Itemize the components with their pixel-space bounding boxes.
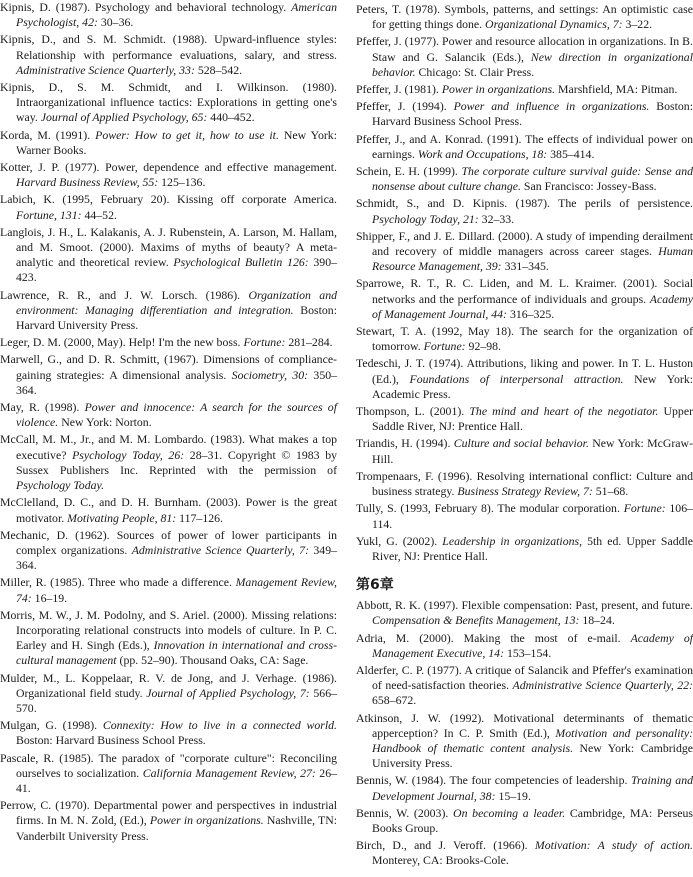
reference-entry [356,773,693,803]
reference-italic-text: Harvard Business Review, 55: [16,175,159,190]
section-heading: 第6章 [356,577,394,594]
reference-entry [356,356,693,402]
reference-text: Pfeffer, J. (1981). [356,82,442,97]
reference-text: Pfeffer, J., and A. Konrad. (1991). The effects of individual power on earnings. [356,131,693,161]
section-references [356,598,693,868]
reference-italic-text: Journal of Applied Psychology, 65: [40,110,208,125]
reference-italic-text: Motivating People, 81: [67,510,177,525]
reference-italic-text: Culture and social behavior. [453,436,589,451]
reference-text: 30–36. [97,15,134,30]
reference-italic-text: Training and Development Journal, 38: [372,773,693,803]
reference-text: 117–126. [176,510,223,525]
reference-text: Lawrence, R. R., and J. W. Lorsch. (1986). [0,287,249,302]
reference-text: Peters, T. (1978). Symbols, patterns, and settings: An optimistic case for getting things done. [356,2,693,32]
reference-text: Kipnis, D. (1987). Psychology and behavioral technology. [0,0,292,14]
reference-text: 316–325. [507,306,555,321]
reference-text: Abbott, R. K. (1997). Flexible compensation: Past, present, and future. [356,598,693,613]
reference-text: Miller, R. (1985). Three who made a difference. [0,575,236,590]
reference-text: Nashville, TN: Vanderbilt University Press. [16,813,338,843]
reference-text: Pfeffer, J. (1977). Power and resource allocation in organizations. In B. Staw and G. Salancik (Eds.), [356,34,693,64]
reference-italic-text: Academy of Management Journal, 44: [372,291,693,321]
reference-text: 125–136. [158,175,206,190]
reference-text: Boston: Harvard University Press. [16,302,337,333]
reference-italic-text: Fortune, 131: [16,207,82,222]
right-column [356,2,693,871]
reference-entry [356,132,693,162]
reference-text: Pascale, R. (1985). The paradox of "corporate culture": Reconciling ourselves to socialization. [0,750,337,780]
reference-text: Birch, D., and J. Veroff. (1966). [356,838,535,853]
reference-text: Upper Saddle River, NJ: Prentice Hall. [372,404,693,434]
reference-text: Perrow, C. (1970). Departmental power and perspectives in industrial firms. In M. N. Zold, (Ed.), [0,798,337,828]
reference-text: Schmidt, S., and D. Kipnis. (1987). The perils of persistence. [356,196,693,211]
reference-text: Marwell, G., and D. R. Schmitt, (1967). Dimensions of compliance-gaining strategies: A dimensional analysis. [0,352,337,382]
reference-entry [0,400,337,430]
reference-text: 32–33. [478,211,515,226]
reference-italic-text: Psychological Bulletin 126: [173,255,309,270]
reference-entry [356,34,693,80]
reference-entry [0,80,337,126]
reference-text: New York: McGraw-Hill. [372,436,693,466]
reference-text: Schein, E. H. (1999). [356,164,462,179]
reference-italic-text: Power and influence in organizations. [453,99,650,114]
reference-entry [0,671,337,717]
reference-italic-text: Power in organizations. [149,813,264,828]
reference-italic-text: Administrative Science Quarterly, 33: [16,62,195,77]
reference-text: Stewart, T. A. (1992, May 18). The search for the organization of tomorrow. [356,324,693,354]
reference-italic-text: Fortune: [423,339,466,354]
reference-italic-text: New direction in organizational behavior. [372,49,693,79]
reference-italic-text: Psychology Today, 21: [372,211,479,226]
reference-entry [356,534,693,564]
reference-entry [356,82,693,97]
reference-text: 281–284. [285,335,333,350]
reference-entry [0,288,337,334]
reference-entry [356,663,693,709]
reference-text: 350–364. [16,367,338,397]
reference-entry [0,798,337,844]
reference-italic-text: Work and Occupations, 18: [417,146,548,161]
reference-italic-text: California Management Review, 27: [142,765,316,780]
reference-entry [0,335,337,350]
reference-text: (pp. 52–90). Thousand Oaks, CA: Sage. [116,653,309,668]
reference-entry [356,806,693,836]
reference-italic-text: Organizational Dynamics, 7: [485,17,623,32]
reference-text: Bennis, W. (2003). [356,805,454,820]
reference-text: Mechanic, D. (1962). Sources of power of lower participants in complex organizations. [0,527,337,557]
reference-text: 331–345. [501,259,549,274]
reference-text: Kipnis, D., S. M. Schmidt, and I. Wilkinson. (1980). Intraorganizational influence tactics: Explorations in getting one's way. [0,80,337,125]
reference-italic-text: Compensation & Benefits Management, 13: [372,613,580,628]
reference-entry [0,528,337,574]
reference-text: Leger, D. M. (2000, May). Help! I'm the new boss. [0,335,244,350]
reference-text: Boston: Harvard Business School Press. [16,733,206,748]
reference-entry [0,608,337,669]
reference-text: Morris, M. W., J. M. Podolny, and S. Ariel. (2000). Missing relations: Incorporating relational constructs into models of culture. In P. C. Earley and H. Singh (Eds.), [0,607,337,653]
reference-entry [0,432,337,493]
reference-text: Monterey, CA: Brooks-Cole. [372,853,509,868]
reference-italic-text: Administrative Science Quarterly, 22: [512,678,693,693]
reference-italic-text: Motivation: A study of action. [534,838,693,853]
reference-italic-text: Foundations of interpersonal attraction. [409,371,624,386]
reference-text: 349–364. [16,542,338,573]
reference-text: 44–52. [81,207,117,222]
reference-entry [356,276,693,322]
reference-text: Kotter, J. P. (1977). Power, dependence and effective management. [0,160,337,175]
reference-text: 15–19. [495,788,531,803]
reference-italic-text: Motivation and personality: Handbook of thematic content analysis. [372,725,693,755]
reference-text: May, R. (1998). [0,400,85,415]
reference-text: New York: Warner Books. [16,127,337,157]
reference-italic-text: Leadership in organizations, [442,533,583,548]
reference-italic-text: Psychology Today, 26: [72,447,185,462]
reference-italic-text: Management Review, 74: [16,575,337,605]
reference-entry [356,99,693,129]
left-column [0,0,337,846]
reference-text: Shipper, F., and J. E. Dillard. (2000). A study of impending derailment and recovery of middle managers across career stages. [356,228,693,259]
reference-italic-text: The mind and heart of the negotiator. [469,404,659,419]
reference-italic-text: The corporate culture survival guide: Sense and nonsense about culture change. [372,164,693,194]
reference-text: Alderfer, C. P. (1977). A critique of Salancik and Pfeffer's examination of need-satisfaction theories. [356,662,693,693]
reference-text: Langlois, J. H., L. Kalakanis, A. J. Rubenstein, A. Larson, M. Hallam, and M. Smoot. (2000). Maxims of myths of beauty? A meta-analytic and theoretical review. [0,224,337,270]
reference-entry [0,0,337,30]
reference-text: New York: Cambridge University Press. [372,740,693,771]
reference-entry [356,838,693,868]
reference-entry [356,196,693,226]
reference-italic-text: American Psychologist, 42: [16,0,337,30]
reference-text: Tedeschi, J. T. (1974). Attributions, liking and power. In T. L. Huston (Ed.), [356,356,693,386]
reference-text: Mulder, M., L. Koppelaar, R. V. de Jong, and J. Verhage. (1986). Organizational field study. [0,670,337,700]
reference-entry [356,164,693,194]
reference-text: San Francisco: Jossey-Bass. [520,179,657,194]
reference-text: 5th ed. Upper Saddle River, NJ: Prentice Hall. [372,533,693,563]
reference-italic-text: Connexity: How to live in a connected world. [102,718,337,733]
reference-text: 440–452. [207,110,255,125]
reference-italic-text: Human Resource Management, 39: [372,244,693,274]
reference-italic-text: Fortune: [623,501,666,516]
reference-italic-text: Power and innocence: A search for the sources of violence. [16,400,337,430]
reference-text: McClelland, D. C., and D. H. Burnham. (2003). Power is the great motivator. [0,495,337,525]
reference-text: Marshfield, MA: Pitman. [555,82,678,97]
reference-text: Thompson, L. (2001). [356,404,470,419]
reference-italic-text: Academy of Management Executive, 14: [372,630,693,660]
reference-italic-text: Administrative Science Quarterly, 7: [131,542,310,557]
reference-entry [356,631,693,661]
reference-text: 153–154. [504,645,552,660]
reference-italic-text: Journal of Applied Psychology, 7: [146,685,310,700]
reference-entry [0,160,337,190]
reference-entry [356,436,693,466]
reference-text: Kipnis, D., and S. M. Schmidt. (1988). Upward-influence styles: Relationship with performance evaluations, salary, and stress. [0,32,337,62]
reference-text: 26–41. [16,765,337,795]
reference-text: Triandis, H. (1994). [356,436,454,451]
reference-text: Pfeffer, J. (1994). [356,99,454,114]
reference-text: 92–98. [465,339,501,354]
reference-entry [0,352,337,398]
reference-text: Mulgan, G. (1998). [0,718,103,733]
reference-entry [0,128,337,158]
reference-entry [356,711,693,772]
reference-text: Sparrowe, R. T., R. C. Liden, and M. L. Kraimer. (2001). Social networks and the performance of individuals and groups. [356,276,693,306]
reference-entry [356,598,693,628]
reference-entry [356,2,693,32]
reference-text: Cambridge, MA: Perseus Books Group. [372,805,693,835]
reference-text: 390–423. [16,255,338,285]
reference-italic-text: Psychology Today. [16,478,105,493]
reference-entry [0,192,337,222]
reference-text: Chicago: St. Clair Press. [415,64,535,79]
reference-italic-text: On becoming a leader. [453,805,566,820]
reference-italic-text: Innovation in international and cross-cultural management [16,638,337,668]
reference-italic-text: Sociometry, 30: [231,367,309,382]
reference-entry [0,718,337,748]
reference-text: 658–672. [372,693,417,708]
reference-text: Korda, M. (1991). [0,127,96,142]
reference-text: 528–542. [194,62,243,77]
reference-text: Adria, M. (2000). Making the most of e-mail. [356,630,631,645]
reference-italic-text: Organization and environment: Managing differentiation and integration. [16,287,338,317]
reference-text: 106–114. [372,501,693,531]
reference-entry [356,501,693,531]
reference-text: 3–22. [622,17,653,32]
reference-text: Atkinson, J. W. (1992). Motivational determinants of thematic apperception? In C. P. Smith (Ed.), [356,710,693,740]
reference-italic-text: Business Strategy Review, 7: [457,484,593,499]
reference-text: 18–24. [579,613,615,628]
reference-text: 28–31. Copyright © 1983 by Sussex Publishers Inc. Reprinted with the permission of [16,447,337,477]
reference-entry [356,229,693,275]
reference-entry [0,495,337,525]
reference-text: Trompenaars, F. (1996). Resolving international conflict: Culture and business strategy. [356,468,693,499]
reference-text: Yukl, G. (2002). [356,533,443,548]
reference-text: 385–414. [547,146,595,161]
reference-italic-text: Fortune: [243,335,286,350]
reference-entry [356,404,693,434]
reference-text: New York: Academic Press. [372,371,693,401]
reference-text: Tully, S. (1993, February 8). The modular corporation. [356,501,624,516]
reference-italic-text: Power in organizations. [441,82,556,97]
reference-text: Boston: Harvard Business School Press. [372,99,693,129]
reference-entry [0,32,337,78]
reference-entry [0,225,337,286]
reference-text: 16–19. [31,590,68,605]
reference-italic-text: Power: How to get it, how to use it. [95,127,279,142]
reference-entry [356,469,693,499]
reference-text: Bennis, W. (1984). The four competencies of leadership. [356,773,632,788]
reference-entry [356,324,693,354]
reference-entry [0,751,337,797]
reference-text: 51–68. [592,484,629,499]
reference-text: 566–570. [16,685,337,715]
reference-text: McCall, M. M., Jr., and M. M. Lombardo. (1983). What makes a top executive? [0,432,337,462]
reference-text: Labich, K. (1995, February 20). Kissing off corporate America. [0,192,337,207]
right-column-references [356,2,693,564]
reference-text: New York: Norton. [58,415,152,430]
reference-entry [0,575,337,605]
